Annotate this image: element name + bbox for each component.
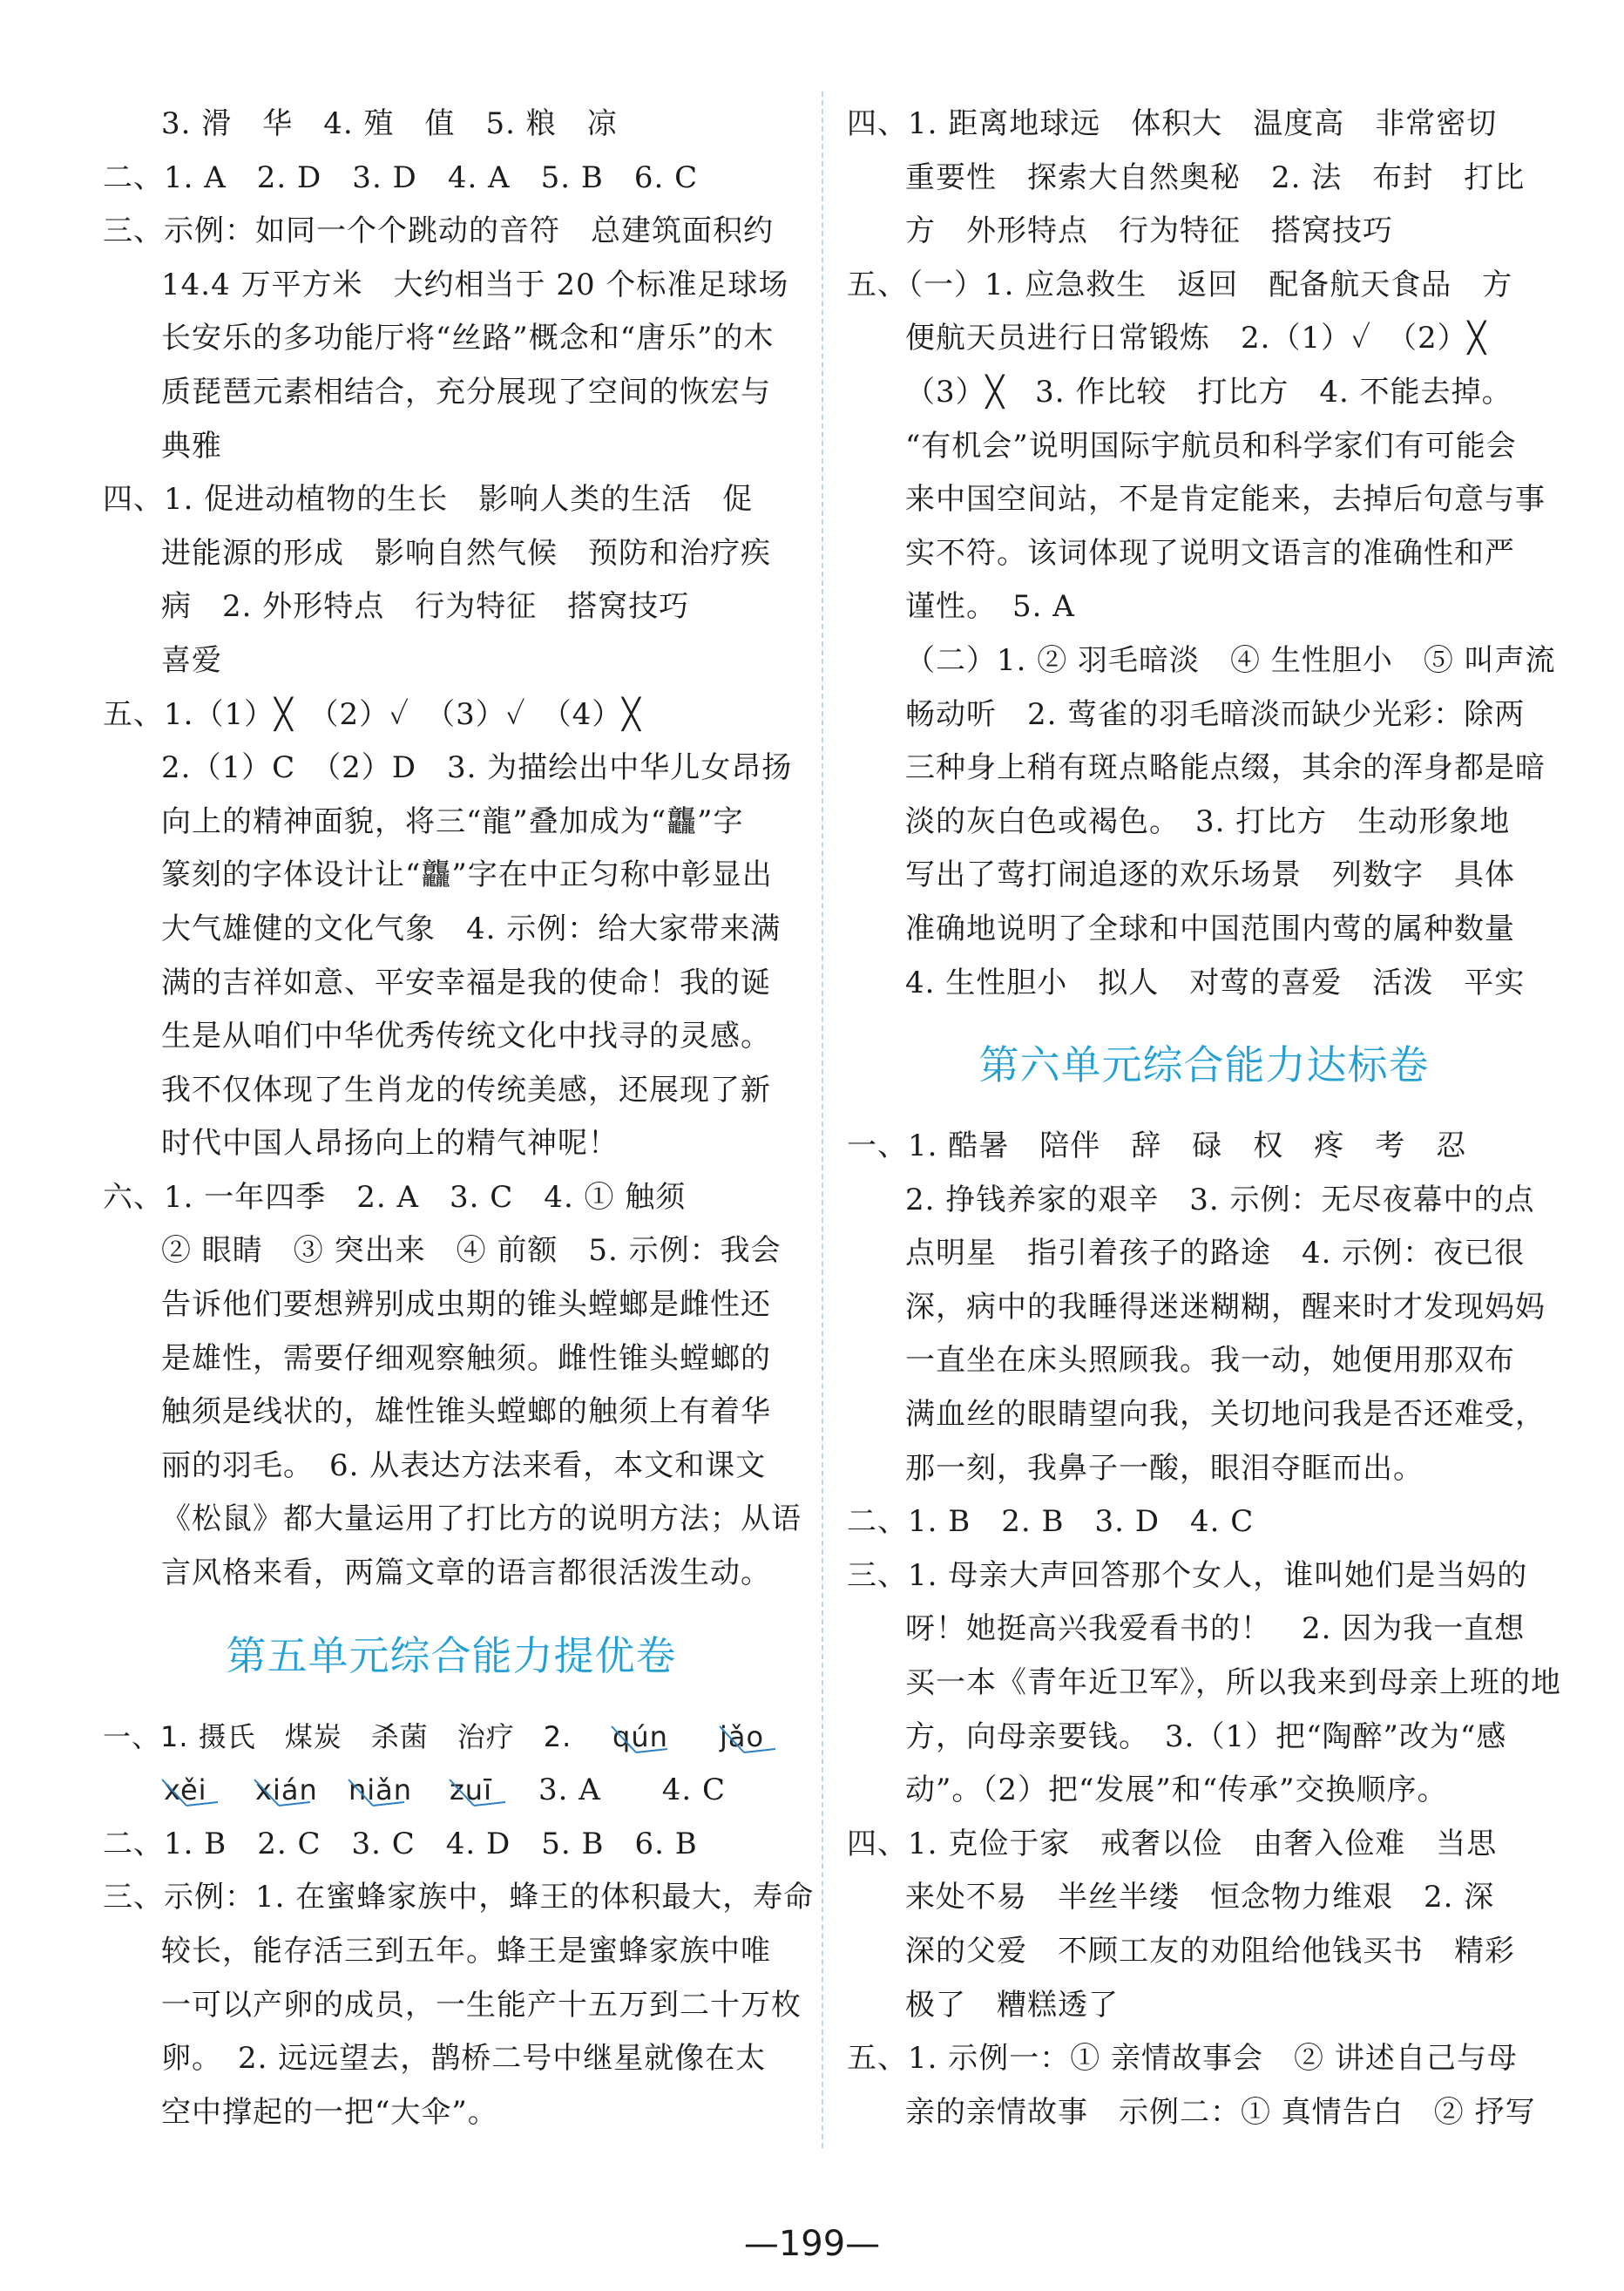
answer-line: 三、示例：如同一个个跳动的音符 总建筑面积约 [103,214,774,249]
answer-line: （3）╳ 3. 作比较 打比方 4. 不能去掉。 [905,374,1512,410]
answer-line: 喜爱 [161,642,222,678]
answer-line: 深的父爱 不顾工友的劝阻给他钱买书 精彩 [905,1934,1515,1969]
answer-line: 一直坐在床头照顾我。我一动，她便用那双布 [905,1343,1515,1379]
correction-mark-icon [610,1723,671,1758]
answer-line: 2.（1）C （2）D 3. 为描绘出中华儿女昂扬 [161,750,793,786]
answer-line: 动”。（2）把“发展”和“传承”交换顺序。 [905,1772,1448,1808]
correction-mark-icon [160,1776,221,1811]
answer-line: 准确地说明了全球和中国范围内莺的属种数量 [905,911,1515,946]
answer-line: 畅动听 2. 莺雀的羽毛暗淡而缺少光彩：除两 [905,696,1526,732]
answer-line: 来处不易 半丝半缕 恒念物力维艰 2. 深 [905,1880,1495,1915]
answer-line: 重要性 探索大自然奥秘 2. 法 布封 打比 [905,159,1526,195]
pinyin-nian: niǎn [348,1773,413,1807]
right-answers-block-2 [847,1120,1561,2139]
column-divider [822,92,823,2148]
answer-line: 三、1. 母亲大声回答那个女人，谁叫她们是当妈的 [847,1557,1528,1593]
pinyin-xei: xěi [164,1773,207,1807]
pinyin-jiao: jǎo [720,1719,765,1753]
pinyin-xian: xián [255,1773,318,1807]
answer-line: 点明星 指引着孩子的路途 4. 示例：夜已很 [905,1236,1526,1271]
left-column [103,98,815,2139]
answer-line: 呀！她挺高兴我爱看书的！ 2. 因为我一直想 [905,1611,1526,1647]
answer-line: 买一本《青年近卫军》，所以我来到母亲上班的地 [905,1665,1561,1701]
answer-line: 空中撑起的一把“大伞”。 [161,2094,498,2130]
page-number: —199— [743,2224,881,2264]
answer-line: 二、1. A 2. D 3. D 4. A 5. B 6. C [103,159,699,195]
answer-line: 来中国空间站，不是肯定能来，去掉后句意与事 [905,482,1546,518]
answer-line: 长安乐的多功能厅将“丝路”概念和“唐乐”的木 [161,321,775,356]
answer-line: 五、（一）1. 应急救生 返回 配备航天食品 方 [847,267,1513,302]
left-answers-block-1 [103,98,800,1601]
answer-line: 2. 挣钱养家的艰辛 3. 示例：无尽夜幕中的点 [905,1182,1535,1217]
answer-line: 四、1. 克俭于家 戒奢以俭 由奢入俭难 当思 [847,1826,1498,1861]
answer-line: “有机会”说明国际宇航员和科学家们有可能会 [905,428,1517,464]
pinyin-line-1-prefix: 一、1. 摄氏 煤炭 杀菌 治疗 2. [103,1719,572,1753]
answer-line: 告诉他们要想辨别成虫期的锥头螳螂是雌性还 [161,1287,771,1323]
answer-line: （二）1. ② 羽毛暗淡 ④ 生性胆小 ⑤ 叫声流 [905,642,1556,678]
pinyin-zui: zuī [450,1773,492,1807]
answer-line: 一、1. 酷暑 陪伴 辞 碌 权 疼 考 忍 [847,1129,1467,1164]
answer-line: 四、1. 距离地球远 体积大 温度高 非常密切 [847,106,1498,141]
answer-line: 4. 生性胆小 拟人 对莺的喜爱 活泼 平实 [905,965,1526,1000]
answer-line: 方，向母亲要钱。 3.（1）把“陶醉”改为“感 [905,1718,1507,1754]
answer-line: 是雄性，需要仔细观察触须。雌性锥头螳螂的 [161,1340,771,1376]
answer-line: 便航天员进行日常锻炼 2.（1）✓ （2）╳ [905,321,1487,356]
answer-line: 时代中国人昂扬向上的精气神呢！ [161,1126,619,1162]
answer-line: 实不符。该词体现了说明文语言的准确性和严 [905,535,1515,571]
answer-line: 二、1. B 2. C 3. C 4. D 5. B 6. B [103,1826,698,1861]
answer-line: 亲的亲情故事 示例二：① 真情告白 ② 抒写 [905,2094,1536,2130]
pinyin-line-2-suffix: 3. A 4. C [538,1772,727,1808]
answer-line: 三种身上稍有斑点略能点缀，其余的浑身都是暗 [905,750,1546,786]
answer-line: ② 眼睛 ③ 突出来 ④ 前额 5. 示例：我会 [161,1233,782,1269]
answer-line: 大气雄健的文化气象 4. 示例：给大家带来满 [161,911,782,946]
unit-six-title: 第六单元综合能力达标卷 [978,1041,1430,1089]
pinyin-qun: qún [612,1719,668,1753]
answer-line: 一可以产卵的成员，一生能产十五万到二十万枚 [161,1987,802,2023]
answer-line: 进能源的形成 影响自然气候 预防和治疗疾 [161,535,771,571]
answer-line: 那一刻，我鼻子一酸，眼泪夺眶而出。 [905,1450,1424,1486]
answer-line: 四、1. 促进动植物的生长 影响人类的生活 促 [103,482,754,518]
answer-line: 言风格来看，两篇文章的语言都很活泼生动。 [161,1556,771,1591]
answer-line: 质琵琶元素相结合，充分展现了空间的恢宏与 [161,374,771,410]
answer-line: 篆刻的字体设计让“龘”字在中正匀称中彰显出 [161,857,773,893]
answer-line: 向上的精神面貌，将三“龍”叠加成为“龘”字 [161,803,744,839]
unit-five-title: 第五单元综合能力提优卷 [226,1631,677,1679]
answer-line: 二、1. B 2. B 3. D 4. C [847,1504,1255,1540]
answer-line: 14.4 万平方米 大约相当于 20 个标准足球场 [161,267,789,302]
answer-line: 五、1. 示例一：① 亲情故事会 ② 讲述自己与母 [847,2041,1518,2077]
correction-mark-icon [718,1723,779,1758]
pinyin-line-1 [103,1711,800,1765]
answer-line: 谨性。 5. A [905,589,1075,625]
left-answers-block-2 [103,1818,815,2140]
answer-line: 极了 糟糕透了 [905,1987,1119,2023]
answer-line: 六、1. 一年四季 2. A 3. C 4. ① 触须 [103,1179,687,1215]
answer-line: 病 2. 外形特点 行为特征 搭窝技巧 [161,589,690,625]
right-answers-block-1 [847,98,1561,1010]
answer-line: 我不仅体现了生肖龙的传统美感，还展现了新 [161,1072,771,1108]
answer-line: 写出了莺打闹追逐的欢乐场景 列数字 具体 [905,857,1515,893]
answer-line: 满的吉祥如意、平安幸福是我的使命！我的诞 [161,965,771,1000]
answer-line: 丽的羽毛。 6. 从表达方法来看，本文和课文 [161,1447,767,1483]
answer-line: 淡的灰白色或褐色。 3. 打比方 生动形象地 [905,803,1511,839]
answer-line: 典雅 [161,428,222,464]
answer-line: 《松鼠》都大量运用了打比方的说明方法；从语 [161,1501,802,1537]
correction-mark-icon [448,1776,509,1811]
correction-mark-icon [253,1776,314,1811]
answer-line: 较长，能存活三到五年。蜂王是蜜蜂家族中唯 [161,1934,771,1969]
answer-line: 触须是线状的，雄性锥头螳螂的触须上有着华 [161,1394,771,1430]
correction-mark-icon [347,1776,408,1811]
pinyin-line-2 [103,1764,800,1818]
right-column [847,98,1561,2139]
answer-line: 三、示例：1. 在蜜蜂家族中，蜂王的体积最大，寿命 [103,1880,815,1915]
answer-line: 深，病中的我睡得迷迷糊糊，醒来时才发现妈妈 [905,1289,1546,1325]
answer-line: 卵。 2. 远远望去，鹊桥二号中继星就像在太 [161,2041,767,2077]
answer-line: 方 外形特点 行为特征 搭窝技巧 [905,214,1393,249]
answer-line: 五、1.（1）╳ （2）✓ （3）✓ （4）╳ [103,696,641,732]
answer-line: 3. 滑 华 4. 殖 值 5. 粮 凉 [161,106,618,141]
answer-line: 生是从咱们中华优秀传统文化中找寻的灵感。 [161,1019,771,1054]
answer-line: 满血丝的眼睛望向我，关切地问我是否还难受， [905,1397,1546,1433]
